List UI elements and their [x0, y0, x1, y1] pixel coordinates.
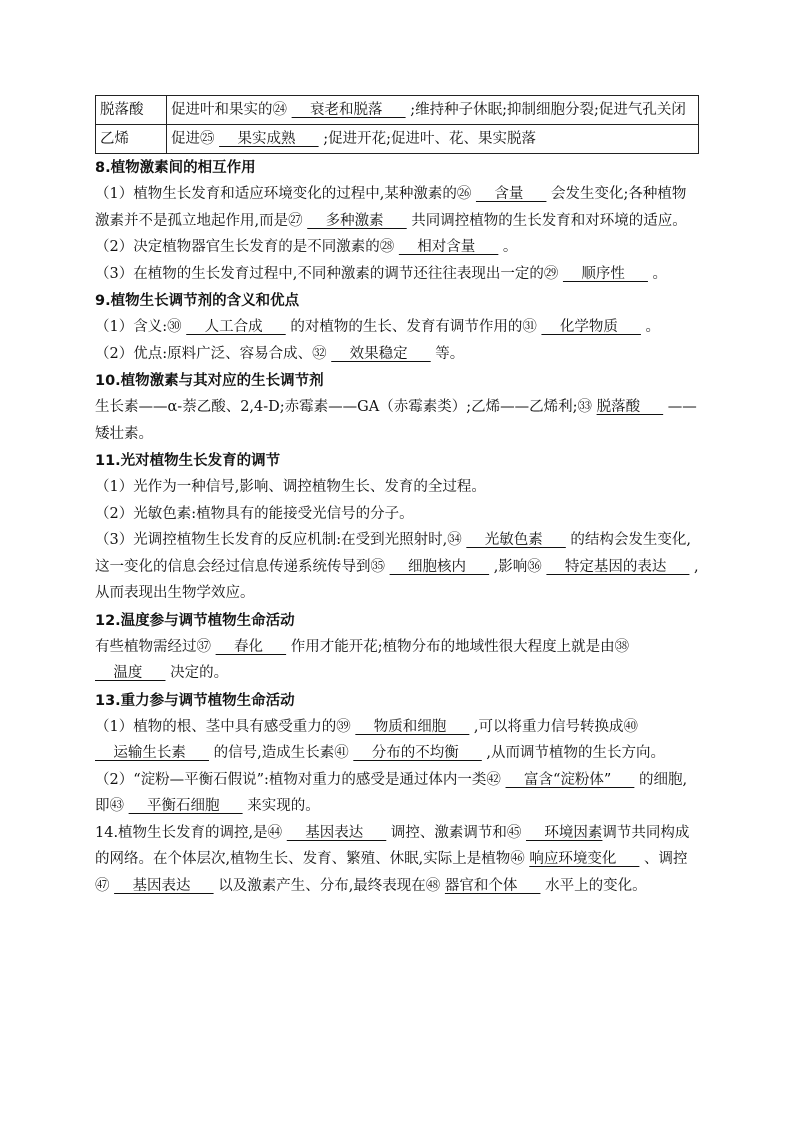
hormone-name-cell: 乙烯 [96, 125, 167, 154]
answer-blank: 人工合成 [186, 319, 286, 335]
hormone-function-cell [167, 125, 699, 154]
paragraph [95, 527, 700, 607]
text-segment: ,从而调节植物的生长方向。 [481, 745, 666, 761]
answer-blank: 特定基因的表达 [546, 558, 690, 575]
answer-blank: 细胞核内 [389, 558, 490, 575]
answer-blank: 器官和个体 [444, 877, 541, 894]
text-segment: （2）“淀粉—平衡石假说”:植物对重力的感受是通过体内一类㊷ [95, 771, 506, 788]
answer-blank: 衰老和脱落 [291, 102, 406, 118]
text-segment: 调控、激素调节和㊺ [386, 824, 526, 841]
text-segment: 调节共同构成的网络。在个体层次,植物生长、发育、繁殖、休眠,实际上是植物㊻ [95, 824, 690, 867]
text-segment: 有些植物需经过㊲ [95, 638, 216, 655]
answer-blank: 运输生长素 [95, 745, 209, 761]
section-heading: 9.植物生长调节剂的含义和优点 [95, 293, 300, 309]
text-segment: 会发生变化;各种植物激素并不是孤立地起作用,而是㉗ [95, 186, 687, 229]
answer-blank: 基因表达 [286, 824, 387, 841]
text-segment: 以及激素产生、分布,最终表现在㊽ [213, 877, 445, 894]
answer-blank: 物质和细胞 [355, 718, 470, 735]
paragraph [95, 714, 700, 767]
text-segment: （1）含义:㉚ [95, 319, 187, 335]
text-segment: 等。 [430, 345, 465, 362]
text-segment: 的细胞,即㊸ [95, 771, 688, 814]
answer-blank: 响应环境变化 [529, 851, 640, 867]
text-segment: 共同调控植物的生长发育和对环境的适应。 [406, 212, 687, 229]
text-segment: 、调控㊼ [95, 851, 688, 894]
answer-blank: 温度 [95, 665, 166, 681]
answer-blank: 富含“淀粉体” [505, 771, 635, 788]
hormone-function-cell [167, 96, 699, 125]
text-segment: 的信号,造成生长素㊶ [208, 745, 354, 761]
text-segment: 来实现的。 [242, 798, 320, 814]
answer-blank: 分布的不均衡 [353, 745, 482, 761]
text-segment: 水平上的变化。 [540, 877, 647, 894]
text-segment: ——矮壮素。 [95, 399, 697, 442]
section-heading: 11.光对植物生长发育的调节 [95, 453, 281, 469]
answer-blank: 含量 [475, 186, 547, 202]
text-segment: 的对植物的生长、发育有调节作用的㉛ [285, 319, 542, 335]
text-segment: 14.植物生长发育的调控,是㊹ [95, 824, 287, 841]
answer-blank: 基因表达 [114, 877, 214, 894]
worksheet-page [95, 95, 700, 899]
text-segment: 。 [640, 319, 661, 335]
paragraph: （2）光敏色素:植物具有的能接受光信号的分子。 [95, 505, 414, 522]
text-segment: 的结构会发生变化,这一变化的信息会经过信息传递系统传导到㉟ [95, 532, 692, 575]
answer-blank: 多种激素 [307, 212, 407, 229]
answer-blank: 顺序性 [562, 265, 648, 282]
section-heading: 13.重力参与调节植物生命活动 [95, 692, 295, 709]
answer-blank: 相对含量 [398, 239, 499, 255]
paragraph [95, 820, 700, 900]
section-heading: 10.植物激素与其对应的生长调节剂 [95, 373, 324, 389]
answer-blank: 光敏色素 [466, 532, 566, 548]
section-heading: 8.植物激素间的相互作用 [95, 160, 256, 176]
table-row [96, 125, 699, 154]
paragraph [95, 234, 700, 261]
paragraph [95, 394, 700, 447]
paragraph: （1）光作为一种信号,影响、调控植物生长、发育的全过程。 [95, 479, 486, 495]
text-segment: （2）决定植物器官生长发育的是不同激素的㉘ [95, 239, 399, 255]
text-segment: （3）光调控植物生长发育的反应机制:在受到光照射时,㉞ [95, 532, 467, 548]
hormone-table [95, 95, 699, 154]
text-segment: 决定的。 [165, 665, 229, 681]
paragraph [95, 634, 700, 687]
text-segment: 促进㉕ [171, 131, 220, 147]
answer-blank: 果实成熟 [219, 131, 319, 147]
text-segment: （1）植物生长发育和适应环境变化的过程中,某种激素的㉖ [95, 186, 476, 202]
text-segment: 生长素——α-萘乙酸、2,4-D;赤霉素——GA（赤霉素类）;乙烯——乙烯利;㉝ [95, 399, 597, 415]
text-segment: ;维持种子休眠;抑制细胞分裂;促进气孔关闭 [405, 102, 686, 118]
paragraph [95, 767, 700, 820]
table-row [96, 96, 699, 125]
answer-blank: 化学物质 [541, 319, 641, 335]
paragraph [95, 341, 700, 368]
answer-blank: 脱落酸 [596, 399, 664, 415]
text-segment: ,影响㊱ [489, 558, 547, 575]
text-segment: 。 [647, 265, 668, 282]
section-heading: 12.温度参与调节植物生命活动 [95, 612, 295, 629]
paragraph [95, 261, 700, 288]
text-segment: 。 [498, 239, 518, 255]
paragraph [95, 314, 700, 341]
text-segment: （1）植物的根、茎中具有感受重力的㊴ [95, 718, 356, 735]
text-segment: （2）优点:原料广泛、容易合成、㉜ [95, 345, 332, 362]
hormone-name-cell: 脱落酸 [96, 96, 167, 125]
answer-blank: 平衡石细胞 [128, 798, 243, 814]
text-segment: ,从而表现出生物学效应。 [95, 558, 699, 601]
text-segment: ;促进开花;促进叶、花、果实脱落 [318, 131, 536, 147]
answer-blank: 春化 [215, 638, 287, 655]
text-segment: 作用才能开花;植物分布的地域性很大程度上就是由㊳ [286, 638, 630, 655]
answer-blank: 效果稳定 [331, 345, 431, 362]
answer-blank: 环境因素 [525, 824, 603, 841]
paragraph [95, 181, 700, 234]
text-segment: 促进叶和果实的㉔ [171, 102, 292, 118]
text-segment: ,可以将重力信号转换成㊵ [469, 718, 639, 735]
text-segment: （3）在植物的生长发育过程中,不同种激素的调节还往往表现出一定的㉙ [95, 265, 563, 282]
